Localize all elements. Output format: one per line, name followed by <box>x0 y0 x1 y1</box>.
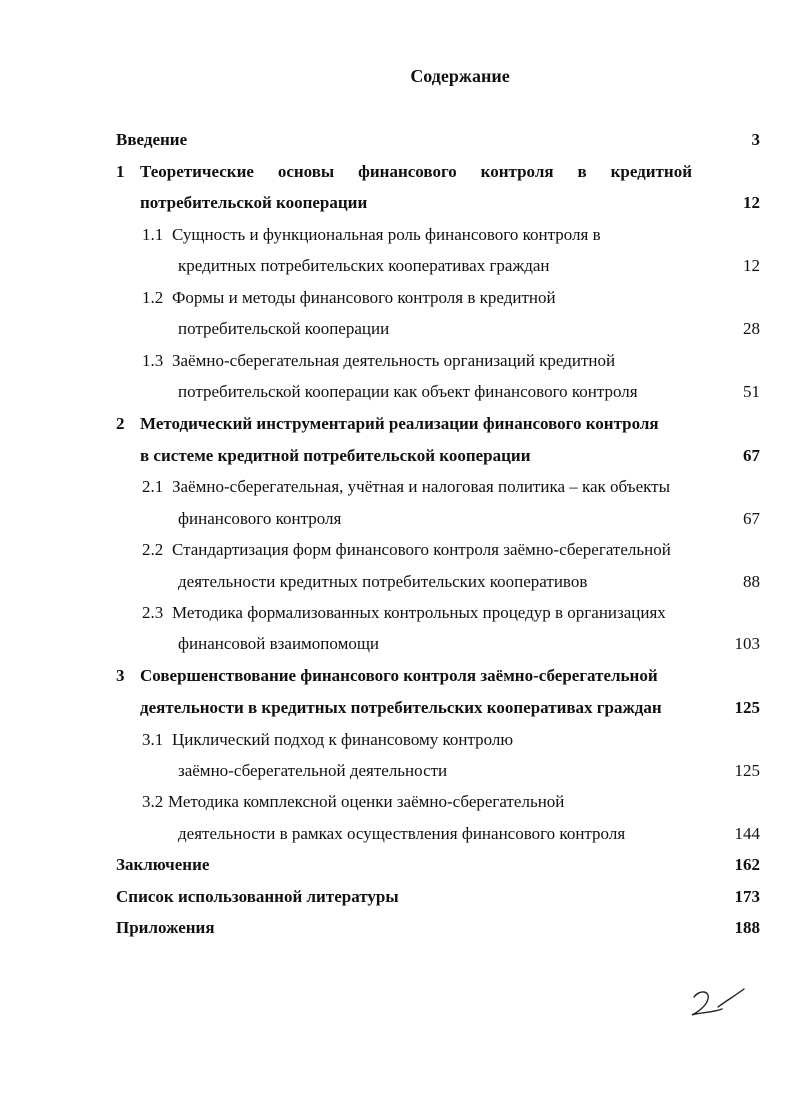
toc-section-number: 2.3 <box>142 603 164 622</box>
handwritten-signature <box>688 985 748 1021</box>
toc-chapter-title: Совершенствование финансового контроля заёмно-сберегательной <box>140 666 658 685</box>
toc-section-number: 3.1 <box>142 730 164 749</box>
toc-chapter-title-cont: потребительской кооперации <box>140 193 368 212</box>
toc-chapter-number: 3 <box>116 666 125 685</box>
toc-page-number: 67 <box>743 509 760 528</box>
toc-section-title: Методика комплексной оценки заёмно-сберегательной <box>168 792 565 811</box>
toc-page-number: 12 <box>743 256 760 275</box>
toc-section-1-2[interactable] <box>0 286 794 310</box>
toc-section-title: Сущность и функциональная роль финансового контроля в <box>172 225 601 244</box>
toc-section-2-2[interactable] <box>0 538 794 562</box>
toc-section-2-3[interactable] <box>0 601 794 625</box>
toc-chapter-number: 2 <box>116 414 125 433</box>
toc-chapter-number: 1 <box>116 162 125 181</box>
toc-chapter-title-cont: в системе кредитной потребительской кооперации <box>140 446 531 465</box>
toc-section-1-3[interactable] <box>0 349 794 373</box>
toc-chapter-title: Теоретические основы финансового контроля в кредитной <box>140 162 692 181</box>
toc-page-number: 125 <box>734 698 760 717</box>
toc-section-2-1-cont[interactable] <box>0 507 794 531</box>
toc-section-2-1[interactable] <box>0 475 794 499</box>
toc-section-1-1-cont[interactable] <box>0 254 794 278</box>
toc-page-number: 125 <box>734 761 760 780</box>
toc-label: Приложения <box>116 918 215 937</box>
toc-page-number: 28 <box>743 319 760 338</box>
toc-chapter-3-cont[interactable] <box>0 696 794 720</box>
toc-page-number: 12 <box>743 193 760 212</box>
toc-section-title-cont: кредитных потребительских кооперативах граждан <box>178 256 550 275</box>
toc-section-number: 2.2 <box>142 540 164 559</box>
toc-section-title-cont: заёмно-сберегательной деятельности <box>178 761 448 780</box>
toc-entry-intro[interactable] <box>0 128 794 152</box>
toc-chapter-title: Методический инструментарий реализации финансового контроля <box>140 414 659 433</box>
toc-section-title: Формы и методы финансового контроля в кредитной <box>172 288 556 307</box>
toc-page-number: 3 <box>751 130 760 149</box>
toc-chapter-2[interactable] <box>0 412 794 436</box>
toc-section-title: Заёмно-сберегательная, учётная и налоговая политика – как объекты <box>172 477 671 496</box>
toc-chapter-title-cont: деятельности в кредитных потребительских кооперативах граждан <box>140 698 662 717</box>
toc-section-title: Циклический подход к финансовому контролю <box>172 730 514 749</box>
toc-label: Список использованной литературы <box>116 887 399 906</box>
toc-section-title-cont: потребительской кооперации <box>178 319 390 338</box>
toc-section-title: Стандартизация форм финансового контроля заёмно-сберегательной <box>172 540 671 559</box>
toc-section-title-cont: финансового контроля <box>178 509 342 528</box>
toc-section-number: 2.1 <box>142 477 164 496</box>
toc-page-number: 67 <box>743 446 760 465</box>
toc-label: Заключение <box>116 855 210 874</box>
toc-section-1-2-cont[interactable] <box>0 317 794 341</box>
toc-section-title-cont: деятельности в рамках осуществления финансового контроля <box>178 824 626 843</box>
toc-section-number: 3.2 <box>142 792 164 811</box>
page-title: Содержание <box>410 66 510 86</box>
toc-page-number: 144 <box>734 824 760 843</box>
toc-section-3-1-cont[interactable] <box>0 759 794 783</box>
toc-section-2-3-cont[interactable] <box>0 632 794 656</box>
toc-section-1-1[interactable] <box>0 223 794 247</box>
toc-page-number: 88 <box>743 572 760 591</box>
toc-section-3-2[interactable] <box>0 790 794 814</box>
toc-entry-appendices[interactable] <box>0 916 794 940</box>
toc-section-number: 1.2 <box>142 288 164 307</box>
toc-label: Введение <box>116 130 188 149</box>
toc-section-2-2-cont[interactable] <box>0 570 794 594</box>
toc-section-number: 1.1 <box>142 225 164 244</box>
toc-entry-references[interactable] <box>0 885 794 909</box>
toc-page-number: 173 <box>734 887 760 906</box>
toc-page-number: 162 <box>734 855 760 874</box>
toc-section-title-cont: финансовой взаимопомощи <box>178 634 380 653</box>
toc-chapter-1-cont[interactable] <box>0 191 794 215</box>
toc-chapter-2-cont[interactable] <box>0 444 794 468</box>
toc-page-number: 51 <box>743 382 760 401</box>
toc-section-title-cont: потребительской кооперации как объект финансового контроля <box>178 382 638 401</box>
toc-section-1-3-cont[interactable] <box>0 380 794 404</box>
toc-page-number: 188 <box>734 918 760 937</box>
toc-section-title: Методика формализованных контрольных процедур в организациях <box>172 603 666 622</box>
toc-section-3-2-cont[interactable] <box>0 822 794 846</box>
toc-section-number: 1.3 <box>142 351 164 370</box>
toc-page-number: 103 <box>734 634 760 653</box>
toc-section-title: Заёмно-сберегательная деятельность организаций кредитной <box>172 351 616 370</box>
toc-section-3-1[interactable] <box>0 728 794 752</box>
toc-entry-conclusion[interactable] <box>0 853 794 877</box>
toc-section-title-cont: деятельности кредитных потребительских кооперативов <box>178 572 588 591</box>
toc-chapter-1[interactable] <box>0 160 794 184</box>
toc-chapter-3[interactable] <box>0 664 794 688</box>
